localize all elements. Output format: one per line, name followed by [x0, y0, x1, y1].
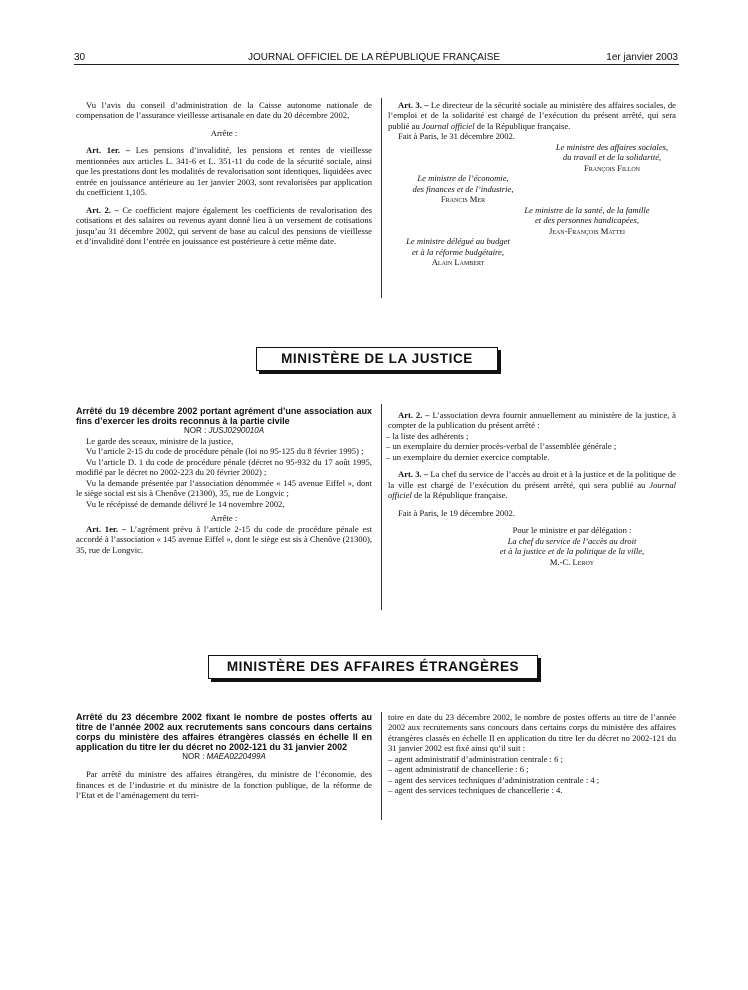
article-text: Les pensions d’invalidité, les pensions et rentes de vieillesse mentionnées aux articles L. 341-6 et L. 351-11 du code de la sécurité sociale, ainsi que les prestations dont les modalités de revalorisation sont identiques, liquidées avec entrée en jouissance antérieure au 1er janvier 2003, sont revalorisées par application du coefficient 1,105.: [76, 145, 372, 198]
article-text: La chef du service de l’accès au droit et à la justice et de la politique de la ville est chargé de l’exécution du présent arrêté, qui sera publié au: [388, 469, 676, 490]
fait-a-paris: Fait à Paris, le 31 décembre 2002.: [398, 131, 515, 142]
column-rule: [381, 98, 382, 298]
list-item: – un exemplaire du dernier procès-verbal de l’assemblée générale ;: [386, 441, 617, 452]
signatory-title: et à la justice et de la politique de la ville,: [499, 546, 645, 557]
text-paragraph: toire en date du 23 décembre 2002, le nombre de postes offerts au titre de l’année 2002 aux recrutements sans concours dans certains corps du ministère des affaires étrangères classés en échelle II en application du titre Ier du décret no 2002-121 du 31 janvier 2002 est fixé ainsi qu’il suit :: [388, 712, 676, 754]
signatory-name: M.-C. Leroy: [549, 556, 595, 567]
text-paragraph: Vu l’article D. 1 du code de procédure pénale (décret no 95-932 du 17 août 1995, modifié par le décret no 2002-223 du 20 février 2002) ;: [76, 456, 372, 478]
signatory-title: et à la réforme budgétaire,: [411, 246, 505, 257]
nor-label: NOR :: [182, 752, 205, 762]
list-item: – la liste des adhérents ;: [386, 430, 469, 441]
article-label: Art. 3. –: [398, 100, 429, 110]
signature-block: [388, 205, 676, 236]
article-text: L’agrément prévu à l’article 2-15 du code de procédure pénale est accordé à l’association « 145 avenue Eiffel », dont le siège est sis à Chenôve (21300), 35, rue de Longvic.: [76, 523, 372, 555]
nor-reference: [76, 426, 372, 436]
list-item: – agent des services techniques d’administration centrale : 4 ;: [388, 774, 600, 785]
signatory-name: Alain Lambert: [431, 257, 485, 268]
nor-code: MAEA0220499A: [206, 752, 266, 762]
arrete-heading: Arrête :: [210, 127, 238, 138]
list-item: – agent administratif de chancellerie : 6 ;: [388, 764, 529, 775]
signatory-title: des finances et de l’industrie,: [412, 183, 514, 194]
header-rule: [74, 64, 679, 65]
article-text: Ce coefficient majore également les coefficients de revalorisation des cotisations et des salaires ou revenus ayant donné lieu à un versement de cotisations jusqu’au 31 décembre 2002, qui servent de base au calcul des pensions de vieillesse et d’invalidité dont l’entrée en jouissance est postérieure à cette même date.: [76, 204, 372, 247]
sec2-right-column: [388, 410, 676, 567]
sec3-left-column: [76, 712, 372, 801]
text-paragraph: Par arrêté du ministre des affaires étrangères, du ministre de l’économie, des finances et de l’industrie et du ministre de la fonction publique, de la réforme de l’Etat et de l’aménagement du terri-: [76, 769, 372, 801]
signatory-title: Le ministre délégué au budget: [406, 236, 510, 247]
journal-officiel-italic: Journal officiel: [388, 479, 676, 501]
signatory-title: Le ministre de la santé, de la famille: [524, 204, 650, 215]
journal-officiel-italic: Journal officiel: [421, 120, 475, 131]
signature-block: [388, 142, 676, 173]
delegation-line: Pour le ministre et par délégation :: [512, 525, 632, 536]
article-3: [388, 100, 676, 131]
column-rule: [381, 712, 382, 820]
signatory-name: Jean-François Mattei: [548, 225, 626, 236]
article-2: [76, 205, 372, 247]
list-item: – agent administratif d’administration centrale : 6 ;: [388, 753, 563, 764]
signatory-title: Le ministre des affaires sociales,: [555, 141, 669, 152]
text-paragraph: Le garde des sceaux, ministre de la justice,: [86, 435, 234, 446]
list-item: – agent des services techniques de chancellerie : 4.: [388, 785, 563, 796]
nor-code: JUSJ0290010A: [208, 426, 265, 436]
sec3-right-column: [388, 712, 676, 796]
decree-title: Arrêté du 23 décembre 2002 fixant le nombre de postes offerts au titre de l’année 2002 aux recrutements sans concours dans certains corps du ministère des affaires étrangères classés en échelle II en application du titre Ier du décret no 2002-121 du 31 janvier 2002: [76, 712, 372, 753]
decree-title: Arrêté du 19 décembre 2002 portant agrément d’une association aux fins d’exercer les droits reconnus à la partie civile: [76, 406, 372, 427]
text-paragraph: Vu le récépissé de demande délivré le 14 novembre 2002,: [86, 498, 285, 509]
article-2: [388, 410, 676, 431]
signatory-title: Le ministre de l’économie,: [417, 173, 509, 184]
article-text: de la République française.: [411, 490, 508, 501]
article-label: Art. 1er. –: [86, 145, 131, 156]
signature-block: [388, 173, 538, 204]
sec2-left-column: [76, 406, 372, 555]
signature-block: [388, 236, 528, 267]
article-3: [388, 469, 676, 500]
text-paragraph: Vu l’article 2-15 du code de procédure pénale (loi no 95-125 du 8 février 1995) ;: [86, 446, 364, 457]
article-label: Art. 2. –: [398, 410, 430, 420]
issue-date: 1er janvier 2003: [606, 52, 678, 63]
arrete-heading: Arrête :: [210, 513, 238, 524]
list-item: – un exemplaire du dernier exercice comptable.: [386, 451, 550, 462]
signatory-title: et des personnes handicapées,: [534, 215, 640, 226]
signature-block: [388, 525, 676, 567]
article-1: [76, 145, 372, 197]
journal-title: JOURNAL OFFICIEL DE LA RÉPUBLIQUE FRANÇAISE: [247, 52, 501, 63]
text-paragraph: Vu la demande présentée par l’association dénommée « 145 avenue Eiffel », dont le siège social est sis à Chenôve (21300), 35, rue de Longvic ;: [76, 477, 372, 499]
signatory-name: François Fillon: [583, 162, 641, 173]
text-paragraph: Vu l’avis du conseil d’administration de la Caisse autonome nationale de compensation de l’assurance vieillesse artisanale en date du 20 décembre 2002,: [76, 100, 372, 121]
page-number: 30: [74, 52, 86, 63]
sec1-right-column: [388, 100, 676, 268]
sec1-left-column: [76, 100, 372, 247]
ministry-banner-justice: MINISTÈRE DE LA JUSTICE: [256, 347, 498, 371]
fait-a-paris: Fait à Paris, le 19 décembre 2002.: [398, 507, 515, 518]
article-label: Art. 2. –: [86, 204, 119, 215]
article-1: [76, 524, 372, 555]
ministry-banner-affaires-etrangeres: MINISTÈRE DES AFFAIRES ÉTRANGÈRES: [208, 655, 538, 679]
article-text: Le directeur de la sécurité sociale au ministère des affaires sociales, de l’emploi et de la solidarité est chargé de l’exécution du présent arrêté, qui sera publié au: [388, 100, 676, 131]
nor-reference: [76, 752, 372, 762]
article-text: de la République française.: [474, 120, 571, 131]
signatory-title: La chef du service de l’accès au droit: [507, 535, 637, 546]
signatory-title: du travail et de la solidarité,: [562, 152, 662, 163]
signatory-name: Francis Mer: [440, 194, 486, 205]
nor-label: NOR :: [183, 426, 207, 436]
article-text: L’association devra fournir annuellement au ministère de la justice, à compter de la publication du présent arrêté :: [388, 410, 676, 431]
article-label: Art. 1er. –: [86, 523, 127, 534]
article-label: Art. 3. –: [398, 469, 429, 480]
column-rule: [381, 404, 382, 610]
